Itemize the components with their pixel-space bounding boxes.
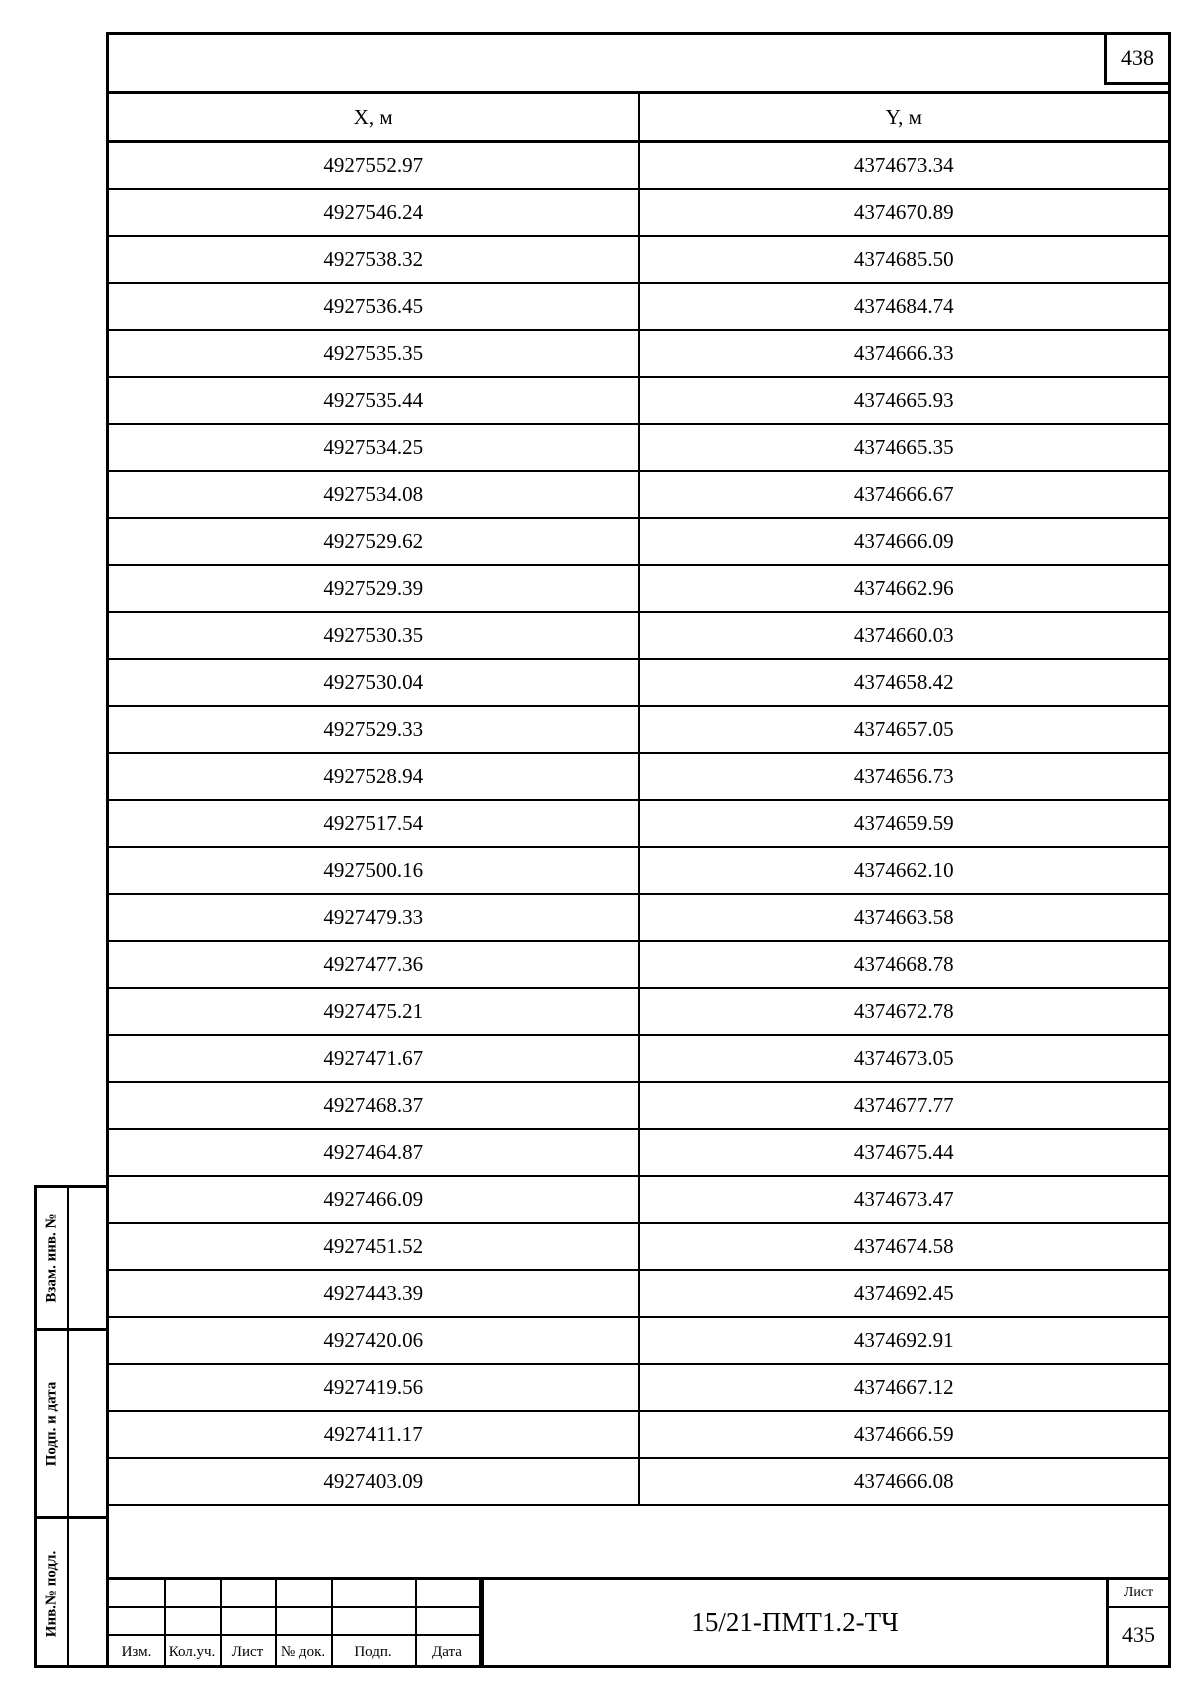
table-row xyxy=(109,565,1168,612)
cell-x: 4927534.25 xyxy=(109,424,639,471)
cell-x: 4927530.04 xyxy=(109,659,639,706)
table-row xyxy=(109,706,1168,753)
cell-y: 4374670.89 xyxy=(639,189,1169,236)
table-row xyxy=(109,1129,1168,1176)
cell-y: 4374666.33 xyxy=(639,330,1169,377)
cell-x: 4927546.24 xyxy=(109,189,639,236)
label-doc-number: № док. xyxy=(280,1644,326,1660)
cell-x: 4927529.33 xyxy=(109,706,639,753)
cell-y: 4374658.42 xyxy=(639,659,1169,706)
cell-y: 4374667.12 xyxy=(639,1364,1169,1411)
sheet-label: Лист xyxy=(1109,1580,1168,1608)
cell-x: 4927535.44 xyxy=(109,377,639,424)
cell-x: 4927536.45 xyxy=(109,283,639,330)
cell-y: 4374673.05 xyxy=(639,1035,1169,1082)
table-row xyxy=(109,894,1168,941)
side-stamp xyxy=(34,1185,106,1668)
cell-x: 4927535.35 xyxy=(109,330,639,377)
table-row xyxy=(109,1458,1168,1505)
header-x: X, м xyxy=(109,93,639,142)
cell-x: 4927451.52 xyxy=(109,1223,639,1270)
table-header-row xyxy=(109,93,1168,142)
cell-y: 4374666.59 xyxy=(639,1411,1169,1458)
side-cell-original-inv xyxy=(37,1519,106,1668)
cell-y: 4374662.10 xyxy=(639,847,1169,894)
sheet-cell xyxy=(1106,1580,1168,1665)
table-row xyxy=(109,1035,1168,1082)
label-date: Дата xyxy=(432,1644,462,1660)
cell-x: 4927552.97 xyxy=(109,142,639,190)
cell-y: 4374684.74 xyxy=(639,283,1169,330)
table-row xyxy=(109,377,1168,424)
table-row xyxy=(109,142,1168,190)
cell-y: 4374692.91 xyxy=(639,1317,1169,1364)
cell-y: 4374666.67 xyxy=(639,471,1169,518)
table-row xyxy=(109,236,1168,283)
label-kol-uch: Кол.уч. xyxy=(168,1644,216,1660)
cell-x: 4927475.21 xyxy=(109,988,639,1035)
cell-y: 4374674.58 xyxy=(639,1223,1169,1270)
cell-x: 4927529.62 xyxy=(109,518,639,565)
cell-x: 4927411.17 xyxy=(109,1411,639,1458)
cell-y: 4374659.59 xyxy=(639,800,1169,847)
cell-y: 4374665.93 xyxy=(639,377,1169,424)
table-row xyxy=(109,424,1168,471)
top-sheet-number: 438 xyxy=(1104,35,1168,85)
table-row xyxy=(109,753,1168,800)
cell-y: 4374666.08 xyxy=(639,1458,1169,1505)
cell-y: 4374677.77 xyxy=(639,1082,1169,1129)
cell-y: 4374657.05 xyxy=(639,706,1169,753)
title-block xyxy=(109,1577,1168,1665)
revision-grid xyxy=(109,1580,481,1665)
table-row xyxy=(109,847,1168,894)
cell-y: 4374662.96 xyxy=(639,565,1169,612)
cell-x: 4927534.08 xyxy=(109,471,639,518)
table-row xyxy=(109,1270,1168,1317)
cell-x: 4927468.37 xyxy=(109,1082,639,1129)
sheet-number: 435 xyxy=(1122,1622,1155,1647)
label-izm: Изм. xyxy=(121,1644,152,1660)
cell-y: 4374660.03 xyxy=(639,612,1169,659)
table-row xyxy=(109,941,1168,988)
table-row xyxy=(109,1411,1168,1458)
side-label-replacement-inv: Взам. инв. № xyxy=(43,1213,60,1303)
cell-x: 4927538.32 xyxy=(109,236,639,283)
cell-x: 4927466.09 xyxy=(109,1176,639,1223)
cell-y: 4374673.47 xyxy=(639,1176,1169,1223)
table-row xyxy=(109,1223,1168,1270)
table-row xyxy=(109,988,1168,1035)
table-row xyxy=(109,518,1168,565)
cell-y: 4374656.73 xyxy=(639,753,1169,800)
header-y: Y, м xyxy=(639,93,1169,142)
cell-x: 4927529.39 xyxy=(109,565,639,612)
cell-y: 4374663.58 xyxy=(639,894,1169,941)
table-row xyxy=(109,659,1168,706)
table-row xyxy=(109,612,1168,659)
cell-x: 4927471.67 xyxy=(109,1035,639,1082)
table-row xyxy=(109,330,1168,377)
cell-y: 4374673.34 xyxy=(639,142,1169,190)
table-row xyxy=(109,1082,1168,1129)
cell-x: 4927477.36 xyxy=(109,941,639,988)
cell-y: 4374668.78 xyxy=(639,941,1169,988)
cell-y: 4374672.78 xyxy=(639,988,1169,1035)
cell-x: 4927403.09 xyxy=(109,1458,639,1505)
side-label-original-inv: Инв.№ подл. xyxy=(43,1550,60,1637)
table-row xyxy=(109,283,1168,330)
side-cell-sign-date xyxy=(37,1331,106,1516)
side-label-sign-date: Подп. и дата xyxy=(43,1381,60,1466)
table-row xyxy=(109,1364,1168,1411)
cell-x: 4927464.87 xyxy=(109,1129,639,1176)
cell-x: 4927443.39 xyxy=(109,1270,639,1317)
cell-y: 4374675.44 xyxy=(639,1129,1169,1176)
coordinates-table xyxy=(109,91,1168,1506)
label-list: Лист xyxy=(231,1644,264,1660)
table-row xyxy=(109,1317,1168,1364)
cell-x: 4927420.06 xyxy=(109,1317,639,1364)
cell-y: 4374685.50 xyxy=(639,236,1169,283)
cell-y: 4374666.09 xyxy=(639,518,1169,565)
cell-x: 4927517.54 xyxy=(109,800,639,847)
table-row xyxy=(109,800,1168,847)
sheet-frame xyxy=(106,32,1171,1668)
cell-y: 4374665.35 xyxy=(639,424,1169,471)
table-row xyxy=(109,471,1168,518)
side-cell-replacement-inv xyxy=(37,1188,106,1328)
table-body xyxy=(109,142,1168,1506)
table-row xyxy=(109,1176,1168,1223)
cell-x: 4927419.56 xyxy=(109,1364,639,1411)
table-row xyxy=(109,189,1168,236)
cell-x: 4927528.94 xyxy=(109,753,639,800)
label-signature: Подп. xyxy=(354,1644,392,1660)
cell-x: 4927530.35 xyxy=(109,612,639,659)
document-code: 15/21-ПМТ1.2-ТЧ xyxy=(481,1580,1106,1665)
cell-x: 4927479.33 xyxy=(109,894,639,941)
cell-y: 4374692.45 xyxy=(639,1270,1169,1317)
cell-x: 4927500.16 xyxy=(109,847,639,894)
